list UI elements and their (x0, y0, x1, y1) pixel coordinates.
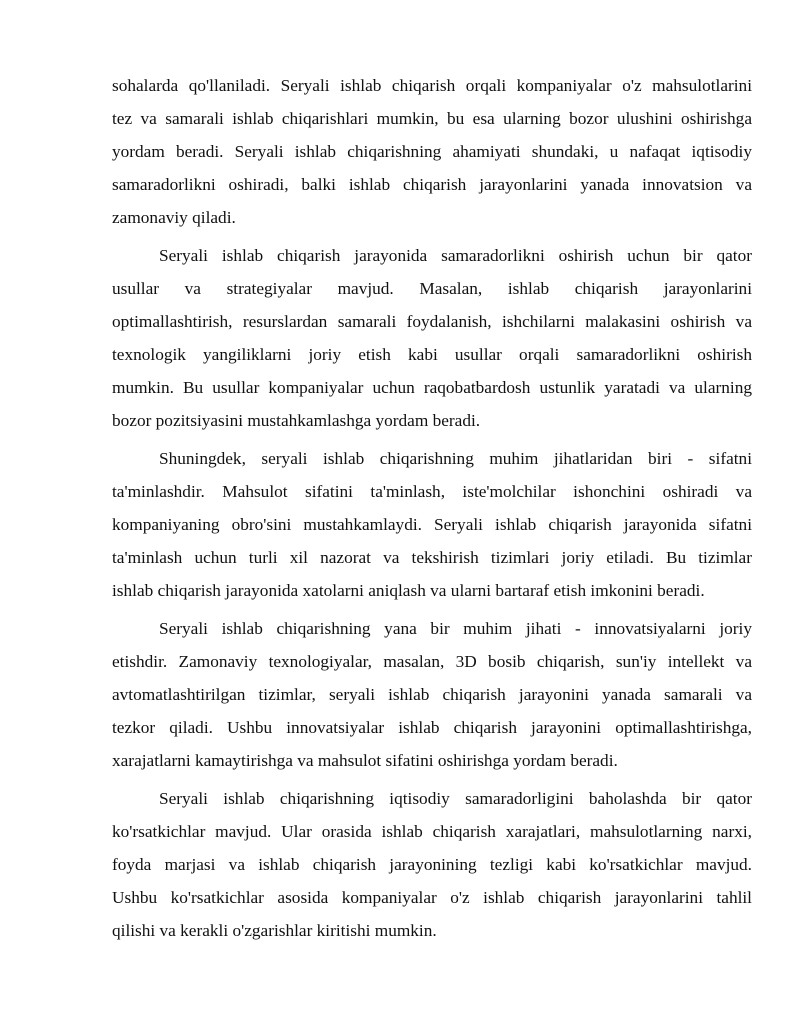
text-line: Seryali ishlab chiqarishning yana bir muhim jihati - innovatsiyalarni joriy (159, 619, 752, 638)
text-line: optimallashtirish, resurslardan samarali foydalanish, ishchilarni malakasini oshirish va (112, 312, 752, 331)
text-line: etishdir. Zamonaviy texnologiyalar, masalan, 3D bosib chiqarish, sun'iy intellekt va (112, 652, 752, 671)
text-line: kompaniyaning obro'sini mustahkamlaydi. Seryali ishlab chiqarish jarayonida sifatni (112, 515, 752, 534)
text-line: tezkor qiladi. Ushbu innovatsiyalar ishlab chiqarish jarayonini optimallashtirishga, (112, 718, 752, 737)
text-line: ta'minlash uchun turli xil nazorat va tekshirish tizimlari joriy etiladi. Bu tizimlar (112, 548, 752, 567)
paragraph-4 (112, 612, 752, 777)
text-line: xarajatlarni kamaytirishga va mahsulot sifatini oshirishga yordam beradi. (112, 751, 618, 770)
text-line: qilishi va kerakli o'zgarishlar kiritishi mumkin. (112, 921, 437, 940)
text-line: yordam beradi. Seryali ishlab chiqarishning ahamiyati shundaki, u nafaqat iqtisodiy (112, 142, 752, 161)
paragraph-1 (112, 69, 752, 234)
text-line: texnologik yangiliklarni joriy etish kabi usullar orqali samaradorlikni oshirish (112, 345, 752, 364)
text-line: zamonaviy qiladi. (112, 208, 236, 227)
text-line: samaradorlikni oshiradi, balki ishlab chiqarish jarayonlarini yanada innovatsion va (112, 175, 752, 194)
paragraph-5 (112, 782, 752, 947)
text-line: Seryali ishlab chiqarish jarayonida samaradorlikni oshirish uchun bir qator (159, 246, 752, 265)
text-line: sohalarda qo'llaniladi. Seryali ishlab chiqarish orqali kompaniyalar o'z mahsulotlarini (112, 76, 752, 95)
text-line: ta'minlashdir. Mahsulot sifatini ta'minlash, iste'molchilar ishonchini oshiradi va (112, 482, 752, 501)
text-line: ishlab chiqarish jarayonida xatolarni aniqlash va ularni bartaraf etish imkonini beradi. (112, 581, 705, 600)
document-page (112, 69, 752, 952)
text-line: Shuningdek, seryali ishlab chiqarishning muhim jihatlaridan biri - sifatni (159, 449, 752, 468)
text-line: Ushbu ko'rsatkichlar asosida kompaniyalar o'z ishlab chiqarish jarayonlarini tahlil (112, 888, 752, 907)
text-line: Seryali ishlab chiqarishning iqtisodiy samaradorligini baholashda bir qator (159, 789, 752, 808)
text-line: mumkin. Bu usullar kompaniyalar uchun raqobatbardosh ustunlik yaratadi va ularning (112, 378, 752, 397)
text-line: bozor pozitsiyasini mustahkamlashga yordam beradi. (112, 411, 481, 430)
text-line: usullar va strategiyalar mavjud. Masalan, ishlab chiqarish jarayonlarini (112, 279, 752, 298)
text-line: ko'rsatkichlar mavjud. Ular orasida ishlab chiqarish xarajatlari, mahsulotlarning narxi, (112, 822, 752, 841)
text-line: foyda marjasi va ishlab chiqarish jarayonining tezligi kabi ko'rsatkichlar mavjud. (112, 855, 752, 874)
paragraph-2 (112, 239, 752, 437)
text-line: tez va samarali ishlab chiqarishlari mumkin, bu esa ularning bozor ulushini oshirishga (112, 109, 752, 128)
paragraph-3 (112, 442, 752, 607)
text-line: avtomatlashtirilgan tizimlar, seryali ishlab chiqarish jarayonini yanada samarali va (112, 685, 752, 704)
